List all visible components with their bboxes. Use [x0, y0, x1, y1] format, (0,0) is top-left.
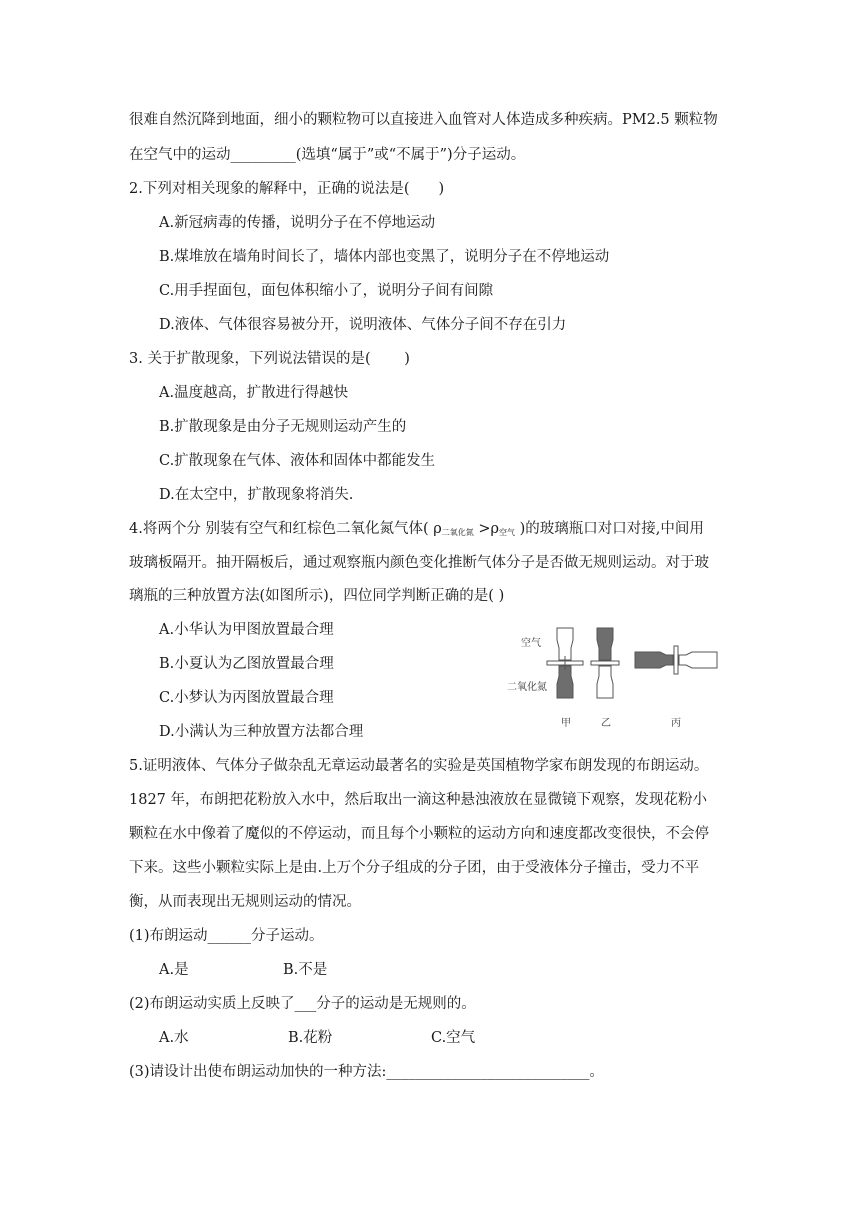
caption-bing: 丙	[671, 718, 681, 729]
question-5-part-3: (3)请设计出使布朗运动加快的一种方法:____________________________。	[129, 1064, 604, 1080]
question-3-option-b: B.扩散现象是由分子无规则运动产生的	[159, 419, 407, 435]
question-3-stem: 3. 关于扩散现象，下列说法错误的是( )	[129, 351, 410, 367]
paragraph-line: 下来。这些小颗粒实际上是由.上万个分子组成的分子团，由于受液体分子撞击，受力不平	[129, 860, 700, 876]
question-5-part-1: (1)布朗运动______分子运动。	[129, 928, 324, 944]
bottle-arrangement-figure	[505, 618, 735, 736]
paragraph-line: 5.证明液体、气体分子做杂乱无章运动最著名的实验是英国植物学家布朗发现的布朗运动。	[129, 758, 709, 774]
question-5-2-option-b: B.花粉	[288, 1030, 333, 1046]
question-2-option-c: C.用手捏面包，面包体积缩小了，说明分子间有间隙	[159, 283, 494, 299]
question-4-option-b: B.小夏认为乙图放置最合理	[159, 656, 334, 672]
question-2-stem: 2.下列对相关现象的解释中，正确的说法是( )	[129, 181, 445, 197]
density-subscript-air: 空气	[499, 528, 516, 537]
paragraph-line: 很难自然沉降到地面，细小的颗粒物可以直接进入血管对人体造成多种疾病。PM2.5 颗粒物	[129, 112, 718, 128]
paragraph-line: 1827 年，布朗把花粉放入水中，然后取出一滴这种悬浊液放在显微镜下观察，发现花粉小	[129, 792, 708, 808]
figure-yi	[591, 628, 619, 698]
question-3-option-d: D.在太空中，扩散现象将消失.	[159, 487, 354, 503]
question-4-stem-end: )的玻璃瓶口对口对接,中间用	[515, 521, 704, 537]
question-4-option-d: D.小满认为三种放置方法都合理	[159, 724, 364, 740]
question-3-option-c: C.扩散现象在气体、液体和固体中都能发生	[159, 453, 436, 469]
density-subscript-no2: 二氧化氮	[441, 528, 474, 537]
question-4-option-a: A.小华认为甲图放置最合理	[159, 622, 334, 638]
question-4-stem	[129, 519, 704, 543]
question-2-option-b: B.煤堆放在墙角时间长了，墙体内部也变黑了，说明分子在不停地运动	[159, 249, 610, 265]
figure-jia	[547, 628, 583, 698]
question-5-part-2: (2)布朗运动实质上反映了___分子的运动是无规则的。	[129, 996, 476, 1012]
paragraph-line: 衡，从而表现出无规则运动的情况。	[129, 894, 361, 910]
caption-jia: 甲	[561, 718, 571, 729]
question-5-1-option-a: A.是	[159, 962, 189, 978]
label-air: 空气	[521, 638, 541, 649]
figure-bing	[635, 646, 717, 674]
question-3-option-a: A.温度越高，扩散进行得越快	[159, 385, 349, 401]
paragraph-line: 玻璃板隔开。抽开隔板后，通过观察瓶内颜色变化推断气体分子是否做无规则运动。对于玻	[129, 555, 709, 571]
caption-yi: 乙	[601, 718, 611, 729]
question-2-option-d: D.液体、气体很容易被分开，说明液体、气体分子间不存在引力	[159, 317, 567, 333]
question-4-stem-start: 4.将两个分 别装有空气和红棕色二氧化氮气体( ρ	[129, 521, 442, 537]
label-no2: 二氧化氮	[507, 682, 547, 693]
paragraph-line: 在空气中的运动_________(选填“属于”或“不属于”)分子运动。	[129, 147, 526, 163]
question-5-2-option-c: C.空气	[431, 1030, 476, 1046]
question-5-2-option-a: A.水	[159, 1030, 189, 1046]
question-4-option-c: C.小梦认为丙图放置最合理	[159, 690, 334, 706]
question-4-stem-mid: >ρ	[473, 521, 500, 537]
question-5-1-option-b: B.不是	[283, 962, 328, 978]
question-2-option-a: A.新冠病毒的传播，说明分子在不停地运动	[159, 215, 436, 231]
paragraph-line: 颗粒在水中像着了魔似的不停运动，而且每个小颗粒的运动方向和速度都改变很快，不会停	[129, 826, 709, 842]
paragraph-line: 璃瓶的三种放置方法(如图所示)，四位同学判断正确的是( )	[129, 588, 505, 604]
